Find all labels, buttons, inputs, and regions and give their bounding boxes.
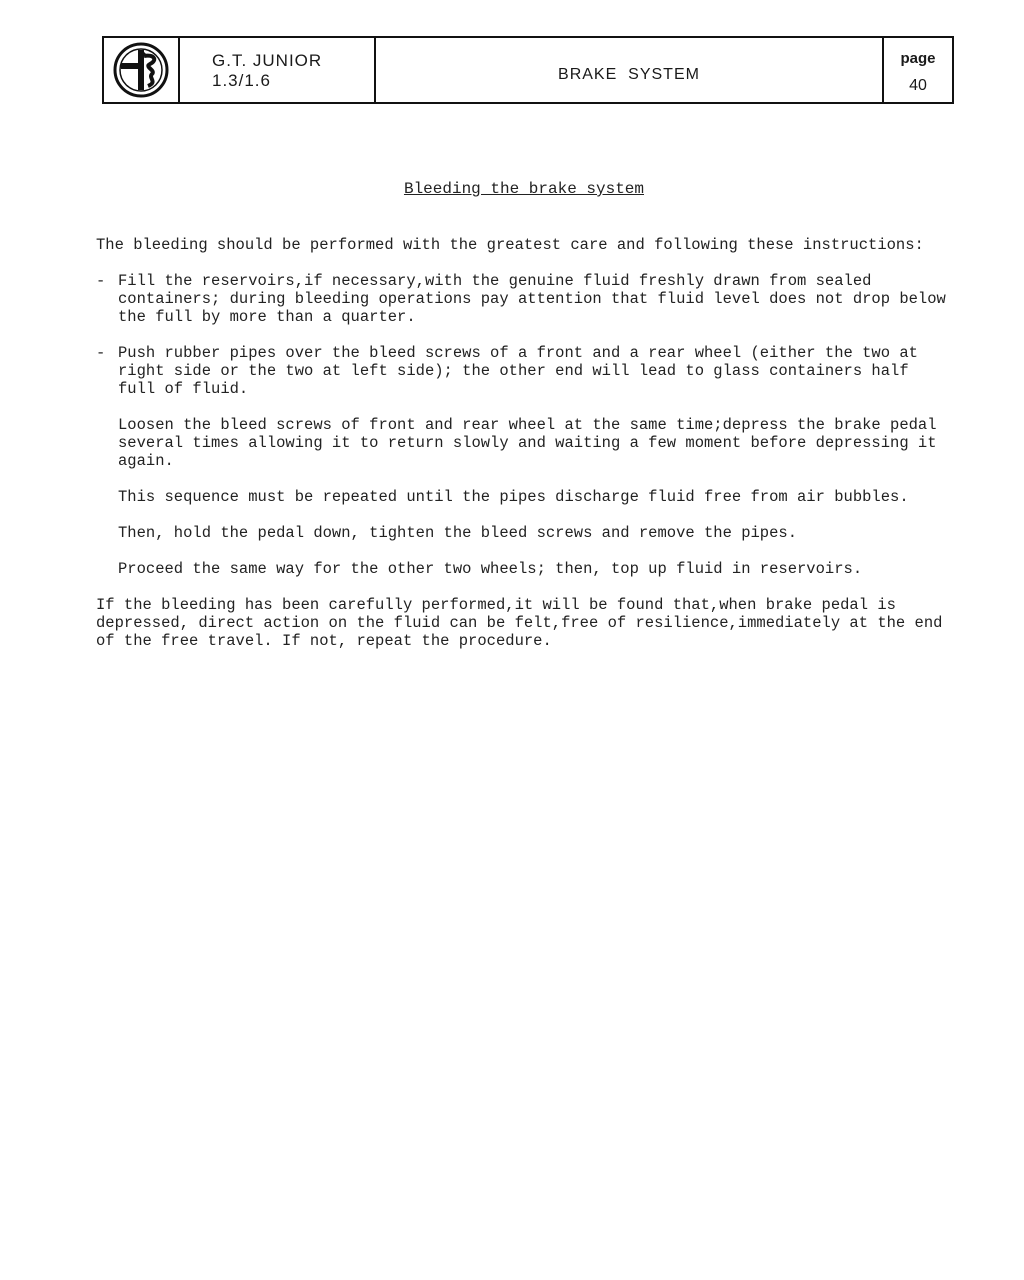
document-body: [96, 180, 952, 650]
page-label: page: [900, 50, 936, 67]
list-item: - Fill the reservoirs,if necessary,with the genuine fluid freshly drawn from sealed containers; during bleeding operations pay attention that fluid level does not drop below the full by more than a quarter.: [96, 272, 952, 326]
page-number: 40: [909, 77, 927, 94]
engine-size: 1.3/1.6: [212, 71, 271, 90]
step-paragraph: Loosen the bleed screws of front and rear wheel at the same time;depress the brake pedal several times allowing it to return slowly and waiting a few moment before depressing it again.: [118, 416, 937, 470]
section-title: BRAKE SYSTEM: [376, 38, 884, 102]
model-cell: [180, 38, 376, 102]
section-heading: Bleeding the brake system: [403, 180, 645, 198]
step-paragraph: Proceed the same way for the other two wheels; then, top up fluid in reservoirs.: [118, 560, 863, 578]
alfa-romeo-badge-icon: [110, 42, 172, 98]
logo-cell: [104, 38, 180, 102]
intro-paragraph: The bleeding should be performed with the greatest care and following these instructions:: [96, 236, 924, 254]
list-item-text: Fill the reservoirs,if necessary,with the genuine fluid freshly drawn from sealed containers; during bleeding operations pay attention that fluid level does not drop below the full by more than a quarter.: [118, 272, 946, 326]
step-paragraph: This sequence must be repeated until the pipes discharge fluid free from air bubbles.: [118, 488, 909, 506]
list-item: - Push rubber pipes over the bleed screws of a front and a rear wheel (either the two at right side or the two at left side); the other end will lead to glass containers half full of fluid.: [96, 344, 952, 398]
step-paragraph: Then, hold the pedal down, tighten the bleed screws and remove the pipes.: [118, 524, 798, 542]
conclusion-paragraph: If the bleeding has been carefully performed,it will be found that,when brake pedal is depressed, direct action on the fluid can be felt,free of resilience,immediately at the end of the free travel. If not, repeat the procedure.: [96, 596, 943, 650]
model-name: G.T. JUNIOR: [212, 51, 323, 70]
list-item-text: Push rubber pipes over the bleed screws of a front and a rear wheel (either the two at right side or the two at left side); the other end will lead to glass containers half full of fluid.: [118, 344, 918, 398]
document-header: [102, 36, 954, 104]
page-cell: [884, 38, 952, 102]
